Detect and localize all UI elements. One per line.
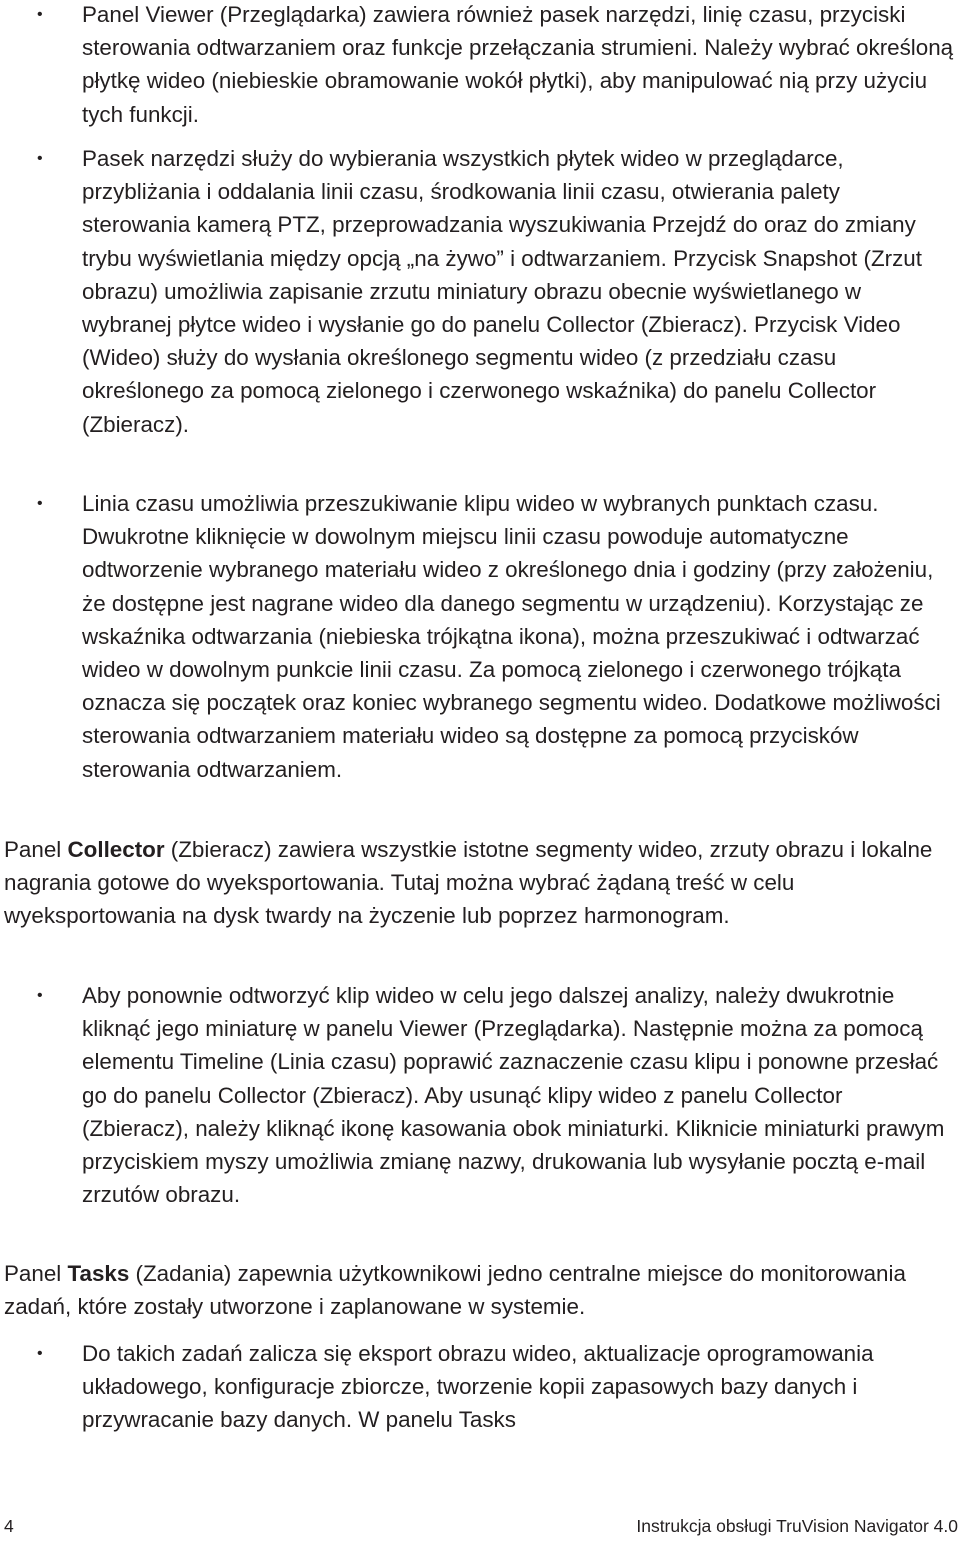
collector-paragraph bbox=[4, 833, 956, 933]
tasks-rest: (Zadania) zapewnia użytkownikowi jedno centralne miejsce do monitorowania zadań, które zostały utworzone i zaplanowane w systemie. bbox=[4, 1261, 906, 1320]
collector-rest: (Zbieracz) zawiera wszystkie istotne segmenty wideo, zrzuty obrazu i lokalne nagrania gotowe do wyeksportowania. Tutaj można wybrać żądaną treść w celu wyeksportowania na dysk twardy na życzenie lub poprzez harmonogram. bbox=[4, 837, 933, 929]
document-title: Instrukcja obsługi TruVision Navigator 4.0 bbox=[636, 1516, 958, 1536]
bullet-symbol: • bbox=[37, 495, 43, 512]
page-footer bbox=[0, 1514, 960, 1538]
bullet-text: Aby ponownie odtworzyć klip wideo w celu jego dalszej analizy, należy dwukrotnie kliknąć jego miniaturę w panelu Viewer (Przeglądarka). Następnie można za pomocą elementu Timeline (Linia czasu) poprawić zaznaczenie czasu klipu i ponowne przesłać go do panelu Collector (Zbieracz). Aby usunąć klipy wideo z panelu Collector (Zbieracz), należy kliknąć ikonę kasowania obok miniaturki. Kliknicie miniaturki prawym przyciskiem myszy umożliwia zmianę nazwy, drukowania lub wysyłanie pocztą e-mail zrzutów obrazu. bbox=[82, 983, 945, 1208]
bullet-symbol: • bbox=[37, 150, 43, 167]
tasks-prefix: Panel bbox=[4, 1261, 68, 1286]
bullet-symbol: • bbox=[37, 1345, 43, 1362]
tasks-bold-term: Tasks bbox=[67, 1261, 130, 1286]
tasks-paragraph bbox=[4, 1257, 956, 1323]
bullet-text: Linia czasu umożliwia przeszukiwanie klipu wideo w wybranych punktach czasu. Dwukrotne kliknięcie w dowolnym miejscu linii czasu powoduje automatyczne odtworzenie wybranego materiału wideo z określonego dnia i godziny (przy założeniu, że dostępne jest nagrane wideo dla danego segmentu w urządzeniu). Korzystając ze wskaźnika odtwarzania (niebieska trójkątna ikona), można przeszukiwać i odtwarzać wideo w dowolnym punkcie linii czasu. Za pomocą zielonego i czerwonego trójkąta oznacza się początek oraz koniec wybranego segmentu wideo. Dodatkowe możliwości sterowania odtwarzaniem materiału wideo są dostępne za pomocą przycisków sterowania odtwarzaniem. bbox=[82, 491, 941, 782]
bullet-text: Do takich zadań zalicza się eksport obrazu wideo, aktualizacje oprogramowania układowego, konfiguracje zbiorcze, tworzenie kopii zapasowych bazy danych i przywracanie bazy danych. W panelu Tasks bbox=[82, 1341, 874, 1433]
page-number: 4 bbox=[4, 1516, 14, 1536]
bullet-text: Pasek narzędzi służy do wybierania wszystkich płytek wideo w przeglądarce, przybliżania i oddalania linii czasu, środkowania linii czasu, otwierania palety sterowania kamerą PTZ, przeprowadzania wyszukiwania Przejdź do oraz do zmiany trybu wyświetlania między opcją „na żywo” i odtwarzaniem. Przycisk Snapshot (Zrzut obrazu) umożliwia zapisanie zrzutu miniatury obrazu obecnie wyświetlanego w wybranej płytce wideo i wysłanie go do panelu Collector (Zbieracz). Przycisk Video (Wideo) służy do wysłania określonego segmentu wideo (z przedziału czasu określonego za pomocą zielonego i czerwonego wskaźnika) do panelu Collector (Zbieracz). bbox=[82, 146, 922, 437]
bullet-symbol: • bbox=[37, 987, 43, 1004]
collector-prefix: Panel bbox=[4, 837, 68, 862]
collector-bold-term: Collector bbox=[67, 837, 165, 862]
bullet-text: Panel Viewer (Przeglądarka) zawiera również pasek narzędzi, linię czasu, przyciski sterowania odtwarzaniem oraz funkcje przełączania strumieni. Należy wybrać określoną płytkę wideo (niebieskie obramowanie wokół płytki), aby manipulować nią przy użyciu tych funkcji. bbox=[82, 2, 954, 127]
bullet-symbol: • bbox=[37, 6, 43, 23]
